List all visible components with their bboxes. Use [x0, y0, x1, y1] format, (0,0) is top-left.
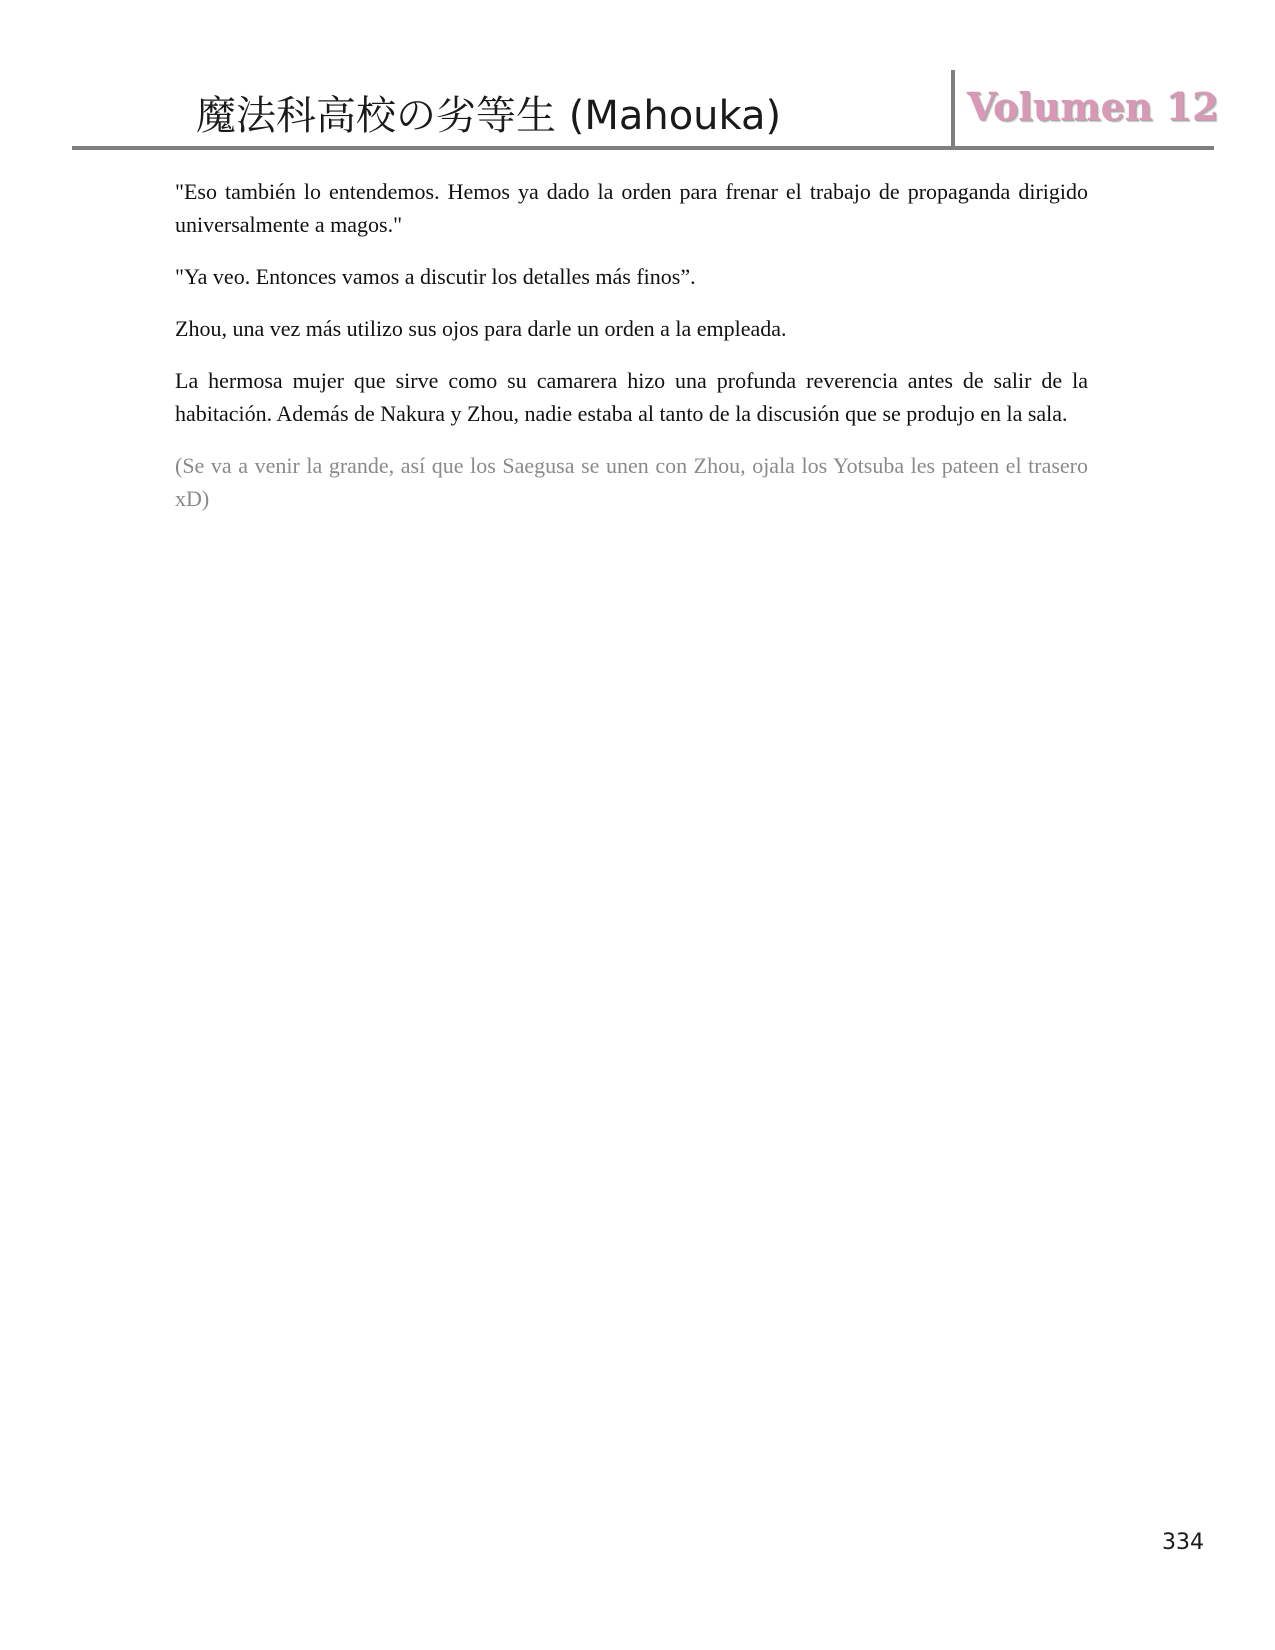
paragraph: Zhou, una vez más utilizo sus ojos para darle un orden a la empleada. [175, 316, 787, 341]
paragraph: La hermosa mujer que sirve como su camarera hizo una profunda reverencia antes de salir de la habitación. Además de Nakura y Zhou, nadie estaba al tanto de la discusión que se produjo en la sala. [175, 368, 1088, 426]
header-rule [72, 146, 1214, 150]
paragraph: "Ya veo. Entonces vamos a discutir los detalles más finos”. [175, 264, 696, 289]
page-number: 334 [1162, 1530, 1204, 1555]
paragraph: "Eso también lo entendemos. Hemos ya dado la orden para frenar el trabajo de propaganda dirigido universalmente a magos." [175, 179, 1088, 237]
page-header [72, 70, 1219, 152]
header-title: 魔法科高校の劣等生 (Mahouka) [196, 93, 782, 139]
body-text [175, 175, 1088, 534]
header-divider [951, 70, 955, 146]
translator-note: (Se va a venir la grande, así que los Saegusa se unen con Zhou, ojala los Yotsuba les pateen el trasero xD) [175, 453, 1088, 511]
volume-label: Volumen 12 [967, 84, 1219, 129]
